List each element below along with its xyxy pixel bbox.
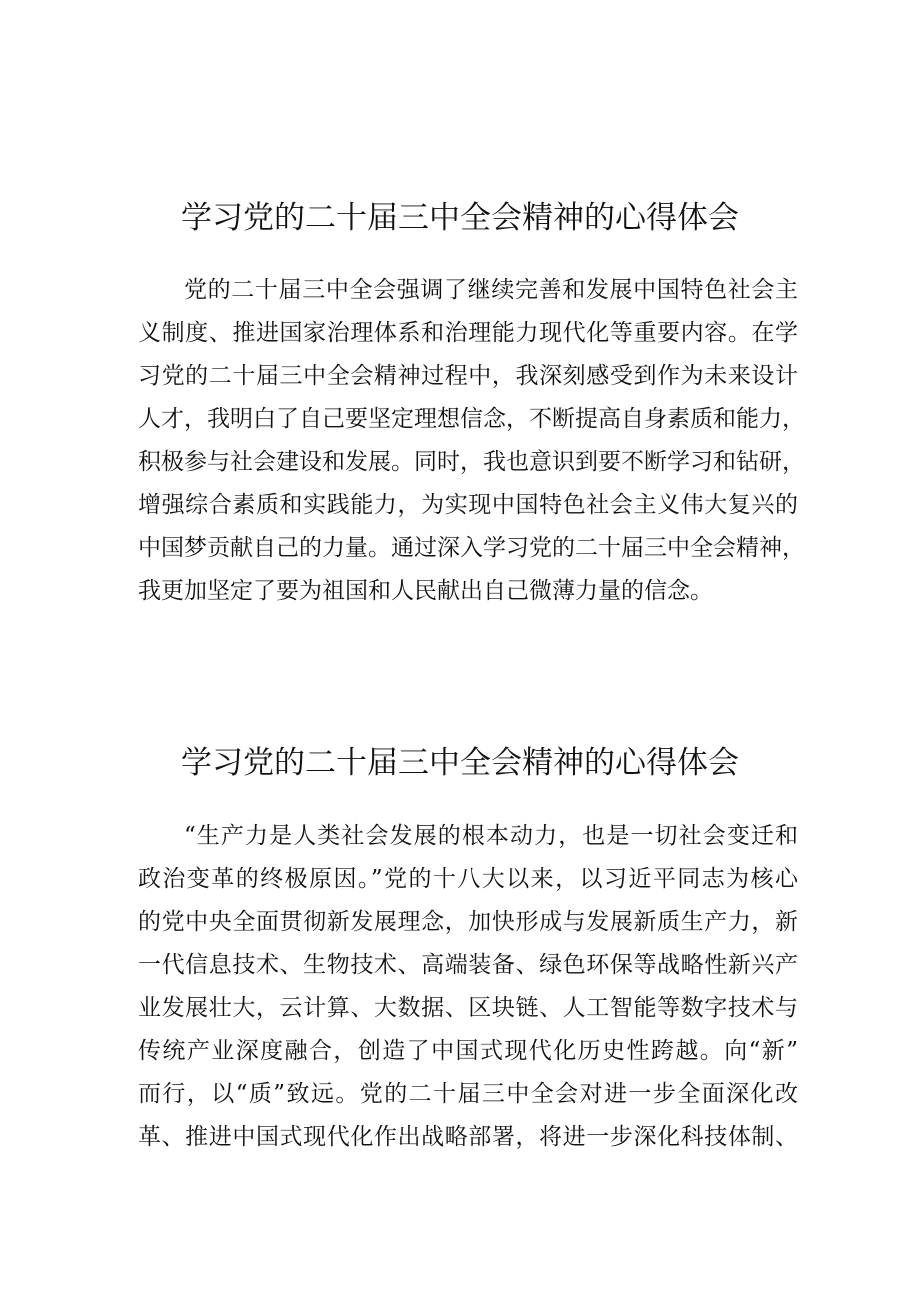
paragraph-line: 的党中央全面贯彻新发展理念，加快形成与发展新质生产力，新 bbox=[138, 909, 798, 935]
paragraph-line: 中国梦贡献自己的力量。通过深入学习党的二十届三中全会精神， bbox=[138, 535, 805, 561]
section-1-paragraph bbox=[138, 269, 805, 613]
paragraph-line: 增强综合素质和实践能力，为实现中国特色社会主义伟大复兴的 bbox=[138, 492, 798, 518]
paragraph-line: 积极参与社会建设和发展。同时，我也意识到要不断学习和钻研， bbox=[138, 449, 805, 475]
paragraph-line: 义制度、推进国家治理体系和治理能力现代化等重要内容。在学 bbox=[138, 320, 798, 346]
paragraph-line: 而行，以“质”致远。党的二十届三中全会对进一步全面深化改 bbox=[138, 1081, 798, 1107]
section-2-paragraph bbox=[138, 815, 798, 1159]
paragraph-line: 党的二十届三中全会强调了继续完善和发展中国特色社会主 bbox=[184, 277, 798, 303]
section-1-title: 学习党的二十届三中全会精神的心得体会 bbox=[181, 199, 739, 236]
paragraph-line: 业发展壮大，云计算、大数据、区块链、人工智能等数字技术与 bbox=[138, 995, 798, 1021]
paragraph-line: 人才，我明白了自己要坚定理想信念，不断提高自身素质和能力， bbox=[138, 406, 805, 432]
paragraph-line: 革、推进中国式现代化作出战略部署，将进一步深化科技体制、 bbox=[138, 1124, 798, 1150]
section-2-title: 学习党的二十届三中全会精神的心得体会 bbox=[181, 744, 739, 781]
paragraph-line: 我更加坚定了要为祖国和人民献出自己微薄力量的信念。 bbox=[138, 578, 713, 604]
paragraph-line: 一代信息技术、生物技术、高端装备、绿色环保等战略性新兴产 bbox=[138, 952, 798, 978]
paragraph-line: “生产力是人类社会发展的根本动力，也是一切社会变迁和 bbox=[184, 823, 798, 849]
paragraph-line: 习党的二十届三中全会精神过程中，我深刻感受到作为未来设计 bbox=[138, 363, 798, 389]
paragraph-line: 政治变革的终极原因。”党的十八大以来，以习近平同志为核心 bbox=[138, 866, 798, 892]
paragraph-line: 传统产业深度融合，创造了中国式现代化历史性跨越。向“新” bbox=[138, 1038, 798, 1064]
